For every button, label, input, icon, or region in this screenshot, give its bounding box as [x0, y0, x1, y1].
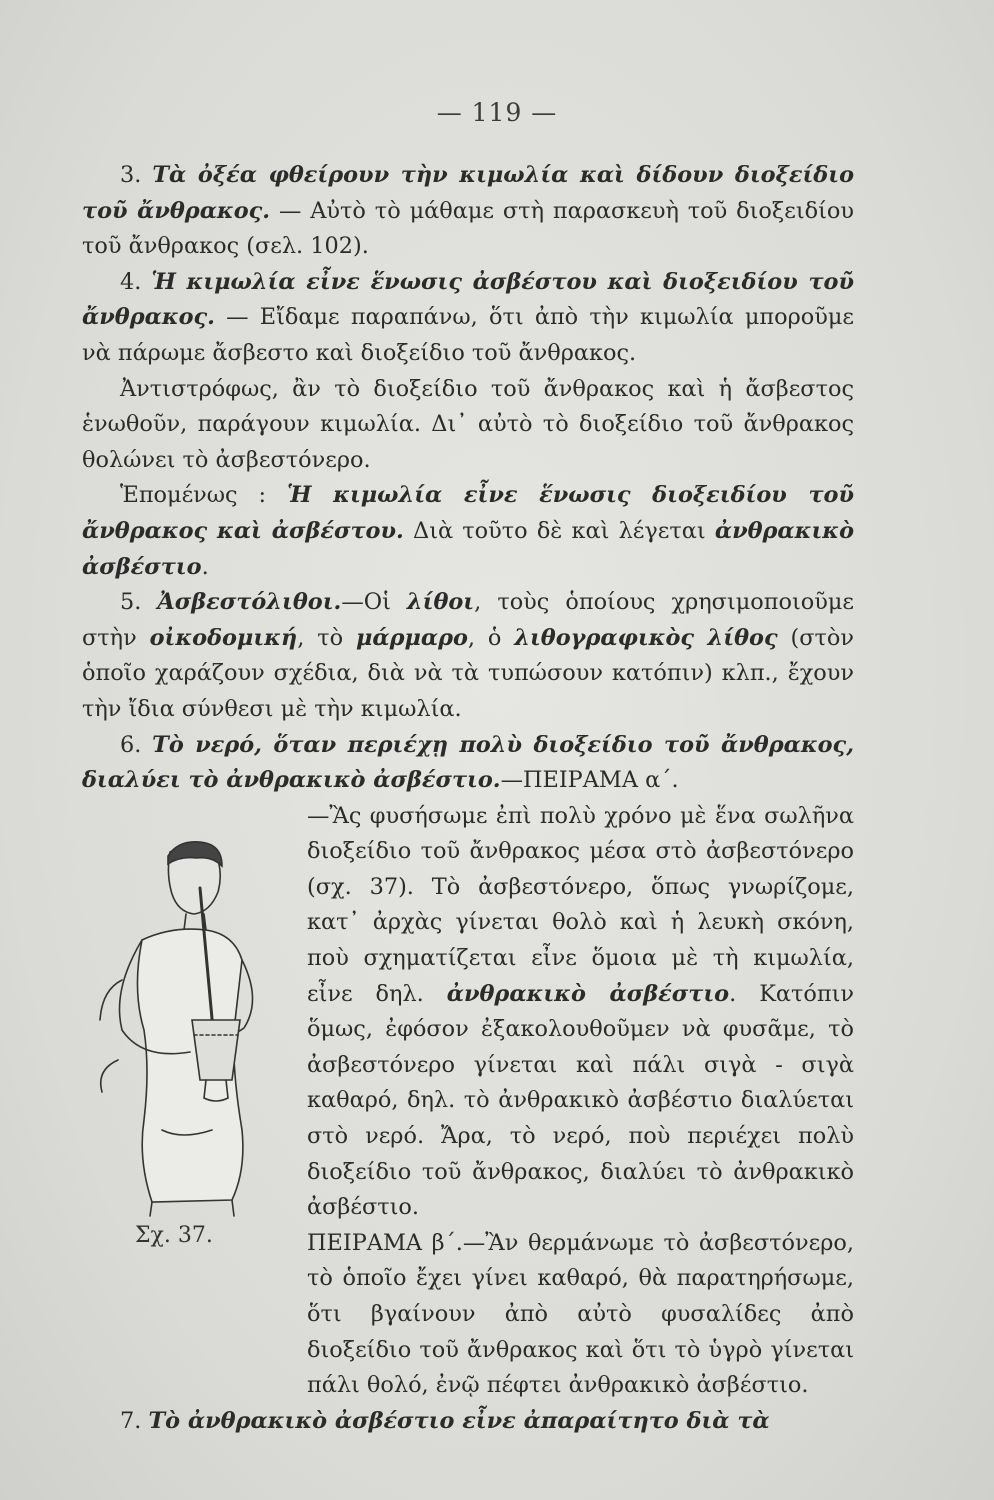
emphasis: λιθογραφικὸς λίθος	[514, 624, 778, 651]
emphasis: λίθοι	[406, 589, 475, 616]
body-text: Ἑπομένως :	[120, 482, 288, 509]
experiment-label: ΠΕΙΡΑΜΑ β΄.	[307, 1229, 463, 1256]
emphasis: μάρμαρο	[355, 624, 468, 651]
figure-caption: Σχ. 37.	[135, 1223, 213, 1248]
item-number: 5.	[120, 589, 142, 616]
heading-3: Τὰ ὀξέα φθείρουν τὴν κιμωλία καὶ δίδουν διοξείδιο τοῦ ἄνθρακος.	[82, 162, 855, 224]
body-text: , τὸ	[297, 624, 356, 651]
paragraph-7	[82, 1404, 854, 1440]
body-text: , ὁ	[467, 624, 515, 651]
body-text: .	[201, 553, 209, 580]
body-text: Διὰ τοῦτο δὲ καὶ λέγεται	[403, 517, 715, 544]
heading-6: Τὸ νερό, ὅταν περιέχῃ πολὺ διοξείδιο τοῦ ἄνθρακος, διαλύει τὸ ἀνθρακικὸ ἀσβέστιο.	[82, 731, 854, 794]
body-text: (στὸν ὁποῖο χαράζουν σχέδια, διὰ νὰ τὰ τυπώσουν κατόπιν) κλπ., ἔχουν τὴν ἴδια σύνθεσι μὲ τὴν κιμωλία.	[82, 624, 854, 722]
body-text: —Ἂν θερμάνωμε τὸ ἀσβεστόνερο, τὸ ὁποῖο ἔχει γίνει καθαρό, θὰ παρατηρήσωμε, ὅτι βγαίνουν ἀπὸ αὐτὸ φυσαλίδες ἀπὸ διοξείδιο τοῦ ἄνθρακος καὶ ὅτι τὸ ὑγρὸ γίνεται πάλι θολό, ἐνῷ πέφτει ἀνθρακικὸ ἀσβέστιο.	[307, 1229, 855, 1399]
body-text: — Εἴδαμε παραπάνω, ὅτι ἀπὸ τὴν κιμωλία μποροῦμε νὰ πάρωμε ἄσβεστο καὶ διοξείδιο τοῦ ἄνθρακος.	[82, 304, 854, 366]
body-text: —Οἱ	[341, 589, 407, 616]
body-text: —Ἂς φυσήσωμε ἐπὶ πολὺ χρόνο μὲ ἕνα σωλῆνα διοξείδιο τοῦ ἄνθρακος μέσα στὸ ἀσβεστόνερο (σχ. 37). Τὸ ἀσβεστόνερο, ὅπως γνωρίζομε, κατ᾿ ἀρχὰς γίνεται θολὸ καὶ ἡ λευκὴ σκόνη, ποὺ σχηματίζεται εἶνε ὅμοια μὲ τὴ κιμωλία, εἶνε δηλ.	[307, 802, 854, 1007]
item-number: 4.	[120, 268, 142, 295]
experiment-b	[82, 1226, 854, 1404]
paragraph-4	[82, 265, 854, 372]
item-number: 3.	[120, 162, 142, 188]
item-number: 6.	[120, 731, 142, 758]
figure-boy-blowing-tube	[82, 830, 297, 1220]
body-text: , τοὺς ὁποίους χρησιμοποιοῦμε στὴν	[82, 589, 854, 651]
emphasis: ἀνθρακικὸ ἀσβέστιο	[82, 517, 854, 580]
paragraph-3	[82, 158, 854, 265]
heading-4: Ἡ κιμωλία εἶνε ἕνωσις ἀσβέστου καὶ διοξειδίου τοῦ ἄνθρακος.	[82, 268, 854, 331]
page-number: — 119 —	[436, 98, 558, 127]
emphasis: Ἡ κιμωλία εἶνε ἕνωσις διοξειδίου τοῦ ἄνθρακος καὶ ἀσβέστου.	[82, 482, 854, 544]
paragraph-4c	[82, 478, 854, 585]
paragraph-5	[82, 585, 854, 727]
paragraph-4b: Ἀντιστρόφως, ἂν τὸ διοξείδιο τοῦ ἄνθρακος καὶ ἡ ἄσβεστος ἑνωθοῦν, παράγουν κιμωλία. Δι᾿ αὐτὸ τὸ διοξείδιο τοῦ ἄνθρακος θολώνει τὸ ἀσβεστόνερο.	[82, 375, 854, 473]
emphasis: οἰκοδομική	[149, 624, 298, 651]
heading-5: Ἀσβεστόλιθοι.	[157, 589, 342, 616]
item-number: 7.	[120, 1407, 142, 1434]
body-text: . Κατόπιν ὅμως, ἐφόσον ἐξακολουθοῦμεν νὰ φυσᾶμε, τὸ ἀσβεστόνερο γίνεται καὶ πάλι σιγὰ - σιγὰ καθαρό, δηλ. τὸ ἀνθρακικὸ ἀσβέστιο διαλύεται στὸ νερό. Ἄρα, τὸ νερό, ποὺ περιέχει πολὺ διοξείδιο τοῦ ἄνθρακος, διαλύει τὸ ἀνθρακικὸ ἀσβέστιο.	[307, 980, 855, 1221]
heading-7: Τὸ ἀνθρακικὸ ἀσβέστιο εἶνε ἀπαραίτητο διὰ τὰ	[148, 1407, 770, 1434]
paragraph-6	[82, 728, 854, 799]
body-text: — Αὐτὸ τὸ μάθαμε στὴ παρασκευὴ τοῦ διοξειδίου τοῦ ἄνθρακος (σελ. 102).	[82, 197, 854, 260]
experiment-label: —ΠΕΙΡΑΜΑ α΄.	[500, 767, 679, 794]
emphasis: ἀνθρακικὸ ἀσβέστιο	[446, 980, 730, 1007]
